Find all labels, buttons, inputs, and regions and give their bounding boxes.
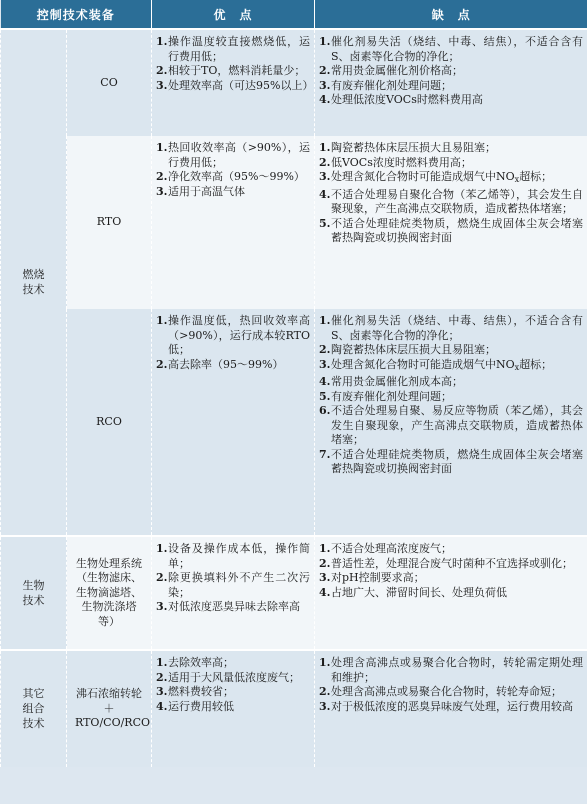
cons-cell: 1. 催化剂易失活（烧结、中毒、结焦），不适合含有S、卤素等化合物的净化； 2. 陶瓷蓄热体床层压损大且易阻塞； 3. 处理含氮化合物时可能造成烟气中$NO_x$超标； 4. 常用贵金属催化剂成本高； 5. 有废弃催化剂处理问题； 6. 不适合处理易自聚、易反应等物质（苯乙烯），其会发生自聚现象，产生高沸点交联物质，造成蓄热体堵塞； 7. 不适合处理硅烷类物质，燃烧生成固体尘灰会堵塞蓄热陶瓷或切换阀密封面: [315, 309, 587, 536]
table-row: [1, 650, 587, 767]
device-cell: RCO: [67, 309, 152, 536]
table-row: [1, 136, 587, 309]
cons-cell: 1. 陶瓷蓄热体床层压损大且易阻塞； 2. 低VOCs浓度时燃料费用高； 3. 处理含氮化合物时可能造成烟气中$NO_x$超标； 4. 不适合处理易自聚化合物（苯乙烯等），其会发生自聚现象，产生高沸点交联物质，造成蓄热体堵塞； 5. 不适合处理硅烷类物质，燃烧生成固体尘灰会堵塞蓄热陶瓷或切换阀密封面: [315, 136, 587, 309]
device-cell: RTO: [67, 136, 152, 309]
table-row: [1, 29, 587, 136]
header-cons: 缺 点: [315, 0, 587, 29]
pros-cell: 1. 操作温度低，热回收效率高（>90%），运行成本较RTO低； 2. 高去除率（95～99%）: [152, 309, 315, 536]
header-pros: 优 点: [152, 0, 315, 29]
table-header-row: [1, 0, 587, 29]
cons-cell: 1. 催化剂易失活（烧结、中毒、结焦），不适合含有S、卤素等化合物的净化； 2. 常用贵金属催化剂价格高； 3. 有废弃催化剂处理问题； 4. 处理低浓度VOCs时燃料费用高: [315, 29, 587, 136]
table-row: [1, 309, 587, 536]
pros-cell: 1. 设备及操作成本低，操作简单； 2. 除更换填料外不产生二次污染； 3. 对低浓度恶臭异味去除率高: [152, 536, 315, 650]
category-cell: 燃烧技术: [1, 29, 67, 536]
category-cell: 其它组合技术: [1, 650, 67, 767]
pros-cell: 1. 热回收效率高（>90%），运行费用低； 2. 净化效率高（95%～99%） 3. 适用于高温气体: [152, 136, 315, 309]
device-cell: CO: [67, 29, 152, 136]
device-cell: 生物处理系统（生物滤床、生物滴滤塔、生物洗涤塔等）: [67, 536, 152, 650]
table-row: [1, 536, 587, 650]
cons-cell: 1. 不适合处理高浓度废气； 2. 普适性差，处理混合废气时菌种不宜选择或驯化； 3. 对pH控制要求高； 4. 占地广大、滞留时间长、处理负荷低: [315, 536, 587, 650]
pros-cell: 1. 操作温度较直接燃烧低，运行费用低； 2. 相较于TO，燃料消耗量少； 3. 处理效率高（可达95%以上）: [152, 29, 315, 136]
device-cell: 沸石浓缩转轮＋RTO/CO/RCO: [67, 650, 152, 767]
pros-cell: 1. 去除效率高； 2. 适用于大风量低浓度废气； 3. 燃料费较省； 4. 运行费用较低: [152, 650, 315, 767]
header-equipment: 控制技术装备: [1, 0, 152, 29]
category-cell: 生物技术: [1, 536, 67, 650]
cons-cell: 1. 处理含高沸点或易聚合化合物时，转轮需定期处理和维护； 2. 处理含高沸点或易聚合化合物时，转轮寿命短； 3. 对于极低浓度的恶臭异味废气处理，运行费用较高: [315, 650, 587, 767]
